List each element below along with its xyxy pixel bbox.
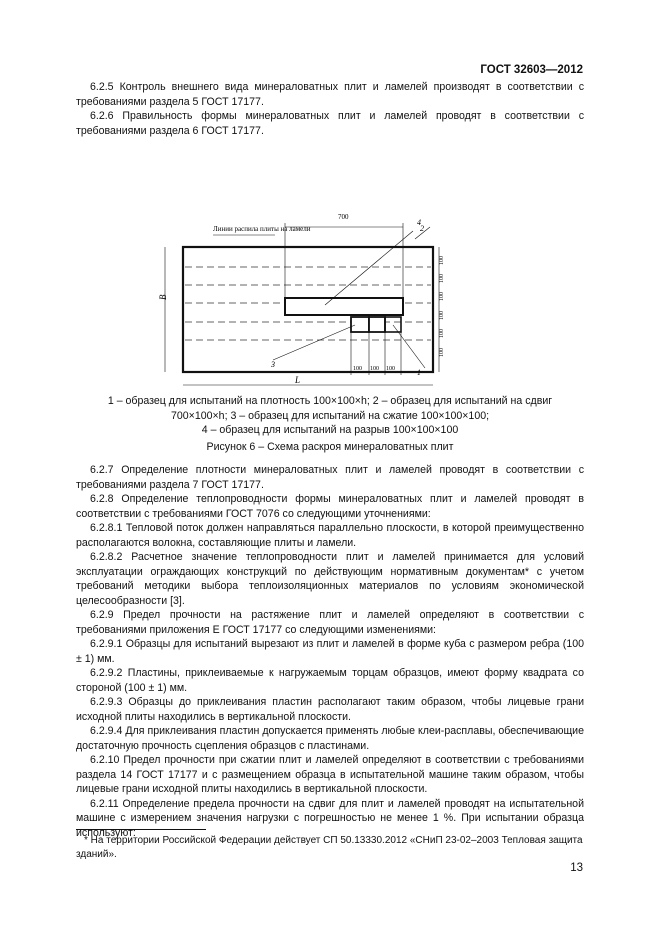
paragraph: 6.2.9 Предел прочности на растяжение плит и ламелей определяют в соответствии с требованиями приложения Е ГОСТ 17177 со следующими изменениями: xyxy=(76,609,584,636)
top-paragraphs xyxy=(76,80,584,138)
svg-text:100: 100 xyxy=(439,292,445,301)
page-number: 13 xyxy=(570,862,583,874)
sample-4 xyxy=(369,317,385,332)
paragraph: 6.2.11 Определение предела прочности на сдвиг для плит и ламелей проводят на испытательной машине с измерением значения нагрузки с погрешностью не менее 1 %. При испытании образца используют: xyxy=(76,797,584,839)
legend-line: 4 – образец для испытаний на разрыв 100×100×100 xyxy=(201,424,459,436)
svg-text:100: 100 xyxy=(439,329,445,338)
bottom-dims xyxy=(353,366,395,372)
label-L: L xyxy=(295,375,301,385)
callout-2: 2 xyxy=(420,224,424,233)
svg-text:100: 100 xyxy=(353,366,362,372)
cut-label: Линии распила плиты на ламели xyxy=(213,225,311,233)
svg-text:100: 100 xyxy=(439,256,445,265)
callout-4: 4 xyxy=(417,218,421,227)
paragraph: 6.2.8.2 Расчетное значение теплопроводности плит и ламелей принимается для условий эксплуатации ограждающих конструкций по действующим нормативным документам* с учетом требований методики выбора теплоизоляционных материалов по условиям экономической целесообразности [3]. xyxy=(76,551,584,607)
svg-text:100: 100 xyxy=(439,274,445,283)
callout-3: 3 xyxy=(271,360,275,369)
paragraph: 6.2.7 Определение плотности минераловатных плит и ламелей проводят в соответствии с требованиями раздела 7 ГОСТ 17177. xyxy=(76,464,584,491)
svg-text:100: 100 xyxy=(439,311,445,320)
paragraph: 6.2.8.1 Тепловой поток должен направляться параллельно плоскости, в которой преимущественно располагаются волокна, составляющие плиты и ламели. xyxy=(76,522,584,549)
dim-700: 700 xyxy=(338,213,349,221)
label-B: B xyxy=(158,294,168,300)
paragraph: 6.2.6 Правильность формы минераловатных плит и ламелей проводят в соответствии с требованиями раздела 6 ГОСТ 17177. xyxy=(76,110,584,137)
main-paragraphs xyxy=(76,463,584,840)
legend-line: 700×100×h; 3 – образец для испытаний на сжатие 100×100×100; xyxy=(170,409,490,422)
legend-line: 1 – образец для испытаний на плотность 100×100×h; 2 – образец для испытаний на сдвиг xyxy=(107,395,553,407)
paragraph: 6.2.9.1 Образцы для испытаний вырезают из плит и ламелей в форме куба с размером ребра (100 ± 1) мм. xyxy=(76,638,584,665)
sample-2 xyxy=(285,298,403,315)
paragraph: 6.2.5 Контроль внешнего вида минераловатных плит и ламелей производят в соответствии с требованиями раздела 5 ГОСТ 17177. xyxy=(76,81,584,108)
figure-legend xyxy=(76,394,584,438)
callout-1: 1 xyxy=(417,368,421,377)
figure-title: Рисунок 6 – Схема раскроя минераловатных плит xyxy=(206,441,454,453)
paragraph: 6.2.8 Определение теплопроводности формы минераловатных плит и ламелей проводят в соответствии с требованиями ГОСТ 7076 со следующими уточнениями: xyxy=(76,493,584,520)
cutting-scheme-figure xyxy=(155,205,475,395)
right-dims xyxy=(439,256,445,357)
paragraph: 6.2.9.2 Пластины, приклеиваемые к нагружаемым торцам образцов, имеют форму квадрата со стороной (100 ± 1) мм. xyxy=(76,667,584,694)
paragraph: 6.2.10 Предел прочности при сжатии плит и ламелей определяют в соответствии с требованиями раздела 14 ГОСТ 17177 и с размещением образца в испытательной машине таким образом, чтобы лицевые грани исходной плиты находились в вертикальной плоскости. xyxy=(76,754,584,795)
svg-text:100: 100 xyxy=(386,366,395,372)
footnote-separator xyxy=(76,829,206,830)
svg-text:100: 100 xyxy=(370,366,379,372)
paragraph: 6.2.9.3 Образцы до приклеивания пластин располагают таким образом, чтобы лицевые грани исходной плиты находились в вертикальной плоскости. xyxy=(76,696,584,723)
page-header: ГОСТ 32603—2012 xyxy=(480,64,583,76)
footnote: * На территории Российской Федерации действует СП 50.13330.2012 «СНиП 23-02–2003 Тепловая защита зданий». xyxy=(76,835,583,860)
svg-text:100: 100 xyxy=(439,348,445,357)
paragraph: 6.2.9.4 Для приклеивания пластин допускается применять любые клеи-расплавы, обеспечивающие достаточную прочность сцепления образцов с пластинами. xyxy=(76,725,584,752)
sample-1 xyxy=(385,317,401,332)
sample-3 xyxy=(351,317,369,332)
